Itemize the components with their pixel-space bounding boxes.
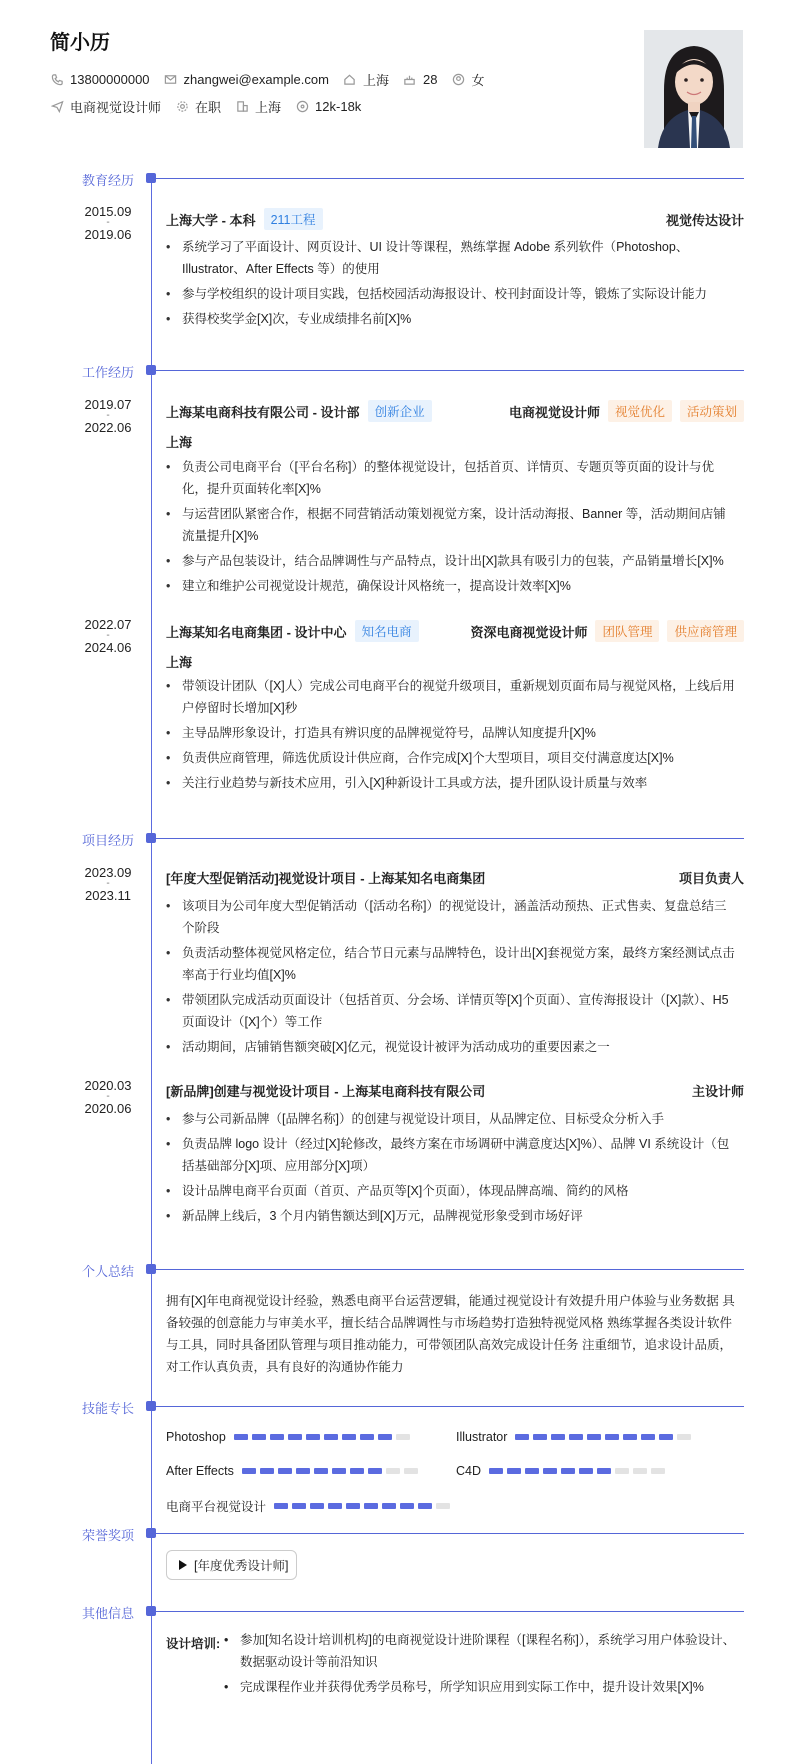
skill-name: Illustrator [456,1430,508,1444]
section-marker [146,173,156,183]
email-item [164,72,329,87]
skill-level-segment [306,1434,320,1440]
skill-level-segment [400,1503,414,1509]
skill-level-segment [396,1434,410,1440]
person-icon [451,73,465,87]
start-date: 2015.09 [84,204,132,219]
list-item: • 主导品牌形象设计，打造具有辨识度的品牌视觉符号，品牌认知度提升[X]% [166,722,738,744]
skill-tag: 视觉优化 [608,400,672,422]
age-item [403,72,437,87]
list-item: • 获得校奖学金[X]次，专业成绩排名前[X]% [166,308,738,330]
skill-level-segment [328,1503,342,1509]
city-item [343,70,389,89]
skill-level-segment [533,1434,547,1440]
mail-icon [164,73,178,87]
project-2-dates [70,1078,146,1116]
section-marker [146,833,156,843]
work-1-header [166,400,744,422]
section-title-skills: 技能专长 [82,1401,135,1416]
skill-level-segment [242,1468,256,1474]
phone-value: 13800000000 [70,72,150,87]
skill-level-segment [288,1434,302,1440]
skill-level-segment [368,1468,382,1474]
skill-level-segment [543,1468,557,1474]
play-icon [179,1560,187,1570]
list-item: • 参与学校组织的设计项目实践，包括校园活动海报设计、校刊封面设计等，锻炼了实际设计能力 [166,283,738,305]
education-dates [70,204,146,242]
section-title-projects: 项目经历 [82,833,135,848]
section-marker [146,1401,156,1411]
skill-level-segment [364,1503,378,1509]
skill-tag: 供应商管理 [667,620,744,642]
salary-value: 12k-18k [315,99,362,114]
section-marker [146,1264,156,1274]
project-1-dates [70,865,146,903]
work-2-city: 上海 [166,655,193,670]
school-tag: 211工程 [264,208,323,230]
phone-icon [50,73,64,87]
company-name: 上海某电商科技有限公司 - 设计部 [166,404,360,420]
skill-level-segment [605,1434,619,1440]
work-1-bullets [166,456,738,600]
school-name: 上海大学 - 本科 [166,212,256,228]
list-item: • 活动期间，店铺销售额突破[X]亿元，视觉设计被评为活动成功的重要因素之一 [166,1036,738,1058]
list-item: • 新品牌上线后，3 个月内销售额达到[X]万元，品牌视觉形象受到市场好评 [166,1205,738,1227]
skill-level-bar [515,1434,695,1440]
list-item: • 参与产品包装设计，结合品牌调性与产品特点，设计出[X]款具有吸引力的包装，产品销量增长[X]% [166,550,738,572]
work-1-dates [70,397,146,435]
date-separator: - [106,878,110,889]
skill-level-segment [278,1468,292,1474]
job-row [50,97,375,116]
skill-level-segment [378,1434,392,1440]
skill-name: C4D [456,1464,482,1478]
project-2-bullets [166,1108,738,1230]
skill-level-segment [360,1434,374,1440]
skill-level-segment [569,1434,583,1440]
skill-level-segment [252,1434,266,1440]
list-item: • 参与公司新品牌（[品牌名称]）的创建与视觉设计项目，从品牌定位、目标受众分析入手 [166,1108,738,1130]
work-2-header [166,620,744,642]
section-divider [156,838,744,839]
cake-icon [403,73,417,87]
job-title-value: 电商视觉设计师 [70,100,162,115]
skill-level-segment [597,1468,611,1474]
section-title-education: 教育经历 [82,173,135,188]
skill-ecommerce-design [166,1497,454,1515]
award-item[interactable] [166,1550,297,1580]
date-separator: - [106,630,110,641]
salary-icon [295,100,309,114]
skill-level-segment [404,1468,418,1474]
date-separator: - [106,217,110,228]
city-value: 上海 [362,73,389,88]
skill-level-segment [342,1434,356,1440]
skill-level-segment [651,1468,665,1474]
list-item: • 设计品牌电商平台页面（首页、产品页等[X]个页面），体现品牌高端、简约的风格 [166,1180,738,1202]
status-item [175,97,221,116]
skill-level-segment [234,1434,248,1440]
skill-level-bar [489,1468,669,1474]
company-tag: 创新企业 [368,400,432,422]
gender-value: 女 [471,73,485,88]
work-city-item [235,97,281,116]
project-title: [新品牌]创建与视觉设计项目 - 上海某电商科技有限公司 [166,1084,486,1099]
skill-level-segment [310,1503,324,1509]
section-divider [156,370,744,371]
work-city-value: 上海 [255,100,282,115]
education-bullets [166,236,738,333]
skill-level-segment [587,1434,601,1440]
skill-level-segment [418,1503,432,1509]
list-item: • 带领团队完成活动页面设计（包括首页、分会场、详情页等[X]个页面）、宣传海报设计（[X]款）、H5 页面设计（[X]个）等工作 [166,989,738,1033]
project-role: 主设计师 [691,1084,744,1099]
section-marker [146,365,156,375]
skill-name: 电商平台视觉设计 [166,1500,267,1514]
major-name: 视觉传达设计 [665,212,744,228]
summary-text: 拥有[X]年电商视觉设计经验，熟悉电商平台运营逻辑，能通过视觉设计有效提升用户体验与业务数据 具备较强的创意能力与审美水平，擅长结合品牌调性与市场趋势打造独特视觉风格 熟练掌握各类设计软件与工具，同时具备团队管理与项目推动能力，可带领团队高效完成设计任务 注重细节，追求设计品质，对工作认真负责，具有良好的沟通协作能力 [166,1294,735,1374]
start-date: 2022.07 [84,617,132,632]
skill-photoshop [166,1430,414,1444]
skill-level-segment [507,1468,521,1474]
gear-icon [175,100,189,114]
skill-level-segment [515,1434,529,1440]
list-item: • 负责品牌 logo 设计（经过[X]轮修改，最终方案在市场调研中满意度达[X]%）、品牌 VI 系统设计（包括基础部分[X]项、应用部分[X]项） [166,1133,738,1177]
skill-level-segment [274,1503,288,1509]
skill-level-segment [561,1468,575,1474]
skill-level-segment [551,1434,565,1440]
list-item: • 负责活动整体视觉风格定位，结合节日元素与品牌特色，设计出[X]套视觉方案，最终方案经测试点击率高于行业均值[X]% [166,942,738,986]
skill-level-segment [350,1468,364,1474]
section-title-honors: 荣誉奖项 [82,1528,135,1543]
skill-level-segment [615,1468,629,1474]
project-role: 项目负责人 [678,871,744,886]
section-divider [156,1406,744,1407]
position-name: 资深电商视觉设计师 [470,624,588,640]
section-divider [156,1269,744,1270]
start-date: 2020.03 [84,1078,132,1093]
end-date: 2022.06 [84,420,132,435]
end-date: 2023.11 [84,888,132,903]
skill-level-segment [382,1503,396,1509]
skill-level-segment [270,1434,284,1440]
status-value: 在职 [195,100,222,115]
skill-level-segment [332,1468,346,1474]
skill-level-segment [623,1434,637,1440]
skill-level-bar [274,1503,454,1509]
section-title-other: 其他信息 [82,1606,135,1621]
position-name: 电商视觉设计师 [508,404,600,420]
skill-name: After Effects [166,1464,234,1478]
project-1-bullets [166,895,738,1061]
list-item: • 负责公司电商平台（[平台名称]）的整体视觉设计，包括首页、详情页、专题页等页面的设计与优化，提升页面转化率[X]% [166,456,738,500]
list-item: • 与运营团队紧密合作，根据不同营销活动策划视觉方案，设计活动海报、Banner 等，活动期间店铺流量提升[X]% [166,503,738,547]
skill-illustrator [456,1430,695,1444]
project-title: [年度大型促销活动]视觉设计项目 - 上海某知名电商集团 [166,871,486,886]
section-divider [156,1533,744,1534]
skill-level-segment [346,1503,360,1509]
section-title-work: 工作经历 [82,365,135,380]
list-item: • 该项目为公司年度大型促销活动（[活动名称]）的视觉设计，涵盖活动预热、正式售卖、复盘总结三个阶段 [166,895,738,939]
salary-item [295,99,361,114]
profile-photo [644,30,743,148]
project-2-header [166,1081,744,1100]
education-entry-header [166,208,744,230]
work-2-bullets [166,675,738,797]
skill-level-segment [633,1468,647,1474]
section-title-summary: 个人总结 [82,1264,135,1279]
list-item: • 完成课程作业并获得优秀学员称号，所学知识应用到实际工作中，提升设计效果[X]% [224,1676,740,1698]
skill-level-segment [260,1468,274,1474]
job-title-item [50,97,161,116]
phone-item [50,72,150,87]
skill-tag: 活动策划 [680,400,744,422]
list-item: • 关注行业趋势与新技术应用，引入[X]种新设计工具或方法，提升团队设计质量与效率 [166,772,738,794]
skill-level-segment [659,1434,673,1440]
other-label: 设计培训: [166,1637,221,1651]
section-divider [156,178,744,179]
list-item: • 带领设计团队（[X]人）完成公司电商平台的视觉升级项目，重新规划页面布局与视觉风格，上线后用户停留时长增加[X]秒 [166,675,738,719]
skill-level-segment [314,1468,328,1474]
skill-level-segment [641,1434,655,1440]
contact-row [50,70,498,89]
company-name: 上海某知名电商集团 - 设计中心 [166,624,347,640]
email-value: zhangwei@example.com [183,72,329,87]
skill-level-bar [234,1434,414,1440]
skill-level-segment [525,1468,539,1474]
list-item: • 建立和维护公司视觉设计规范，确保设计风格统一，提高设计效率[X]% [166,575,738,597]
building-icon [235,100,249,114]
end-date: 2020.06 [84,1101,132,1116]
work-1-city: 上海 [166,435,193,450]
start-date: 2019.07 [84,397,132,412]
company-tag: 知名电商 [355,620,419,642]
skill-level-bar [242,1468,422,1474]
timeline-line [151,174,152,1764]
skill-level-segment [489,1468,503,1474]
list-item: • 参加[知名设计培训机构]的电商视觉设计进阶课程（[课程名称]），系统学习用户体验设计、数据驱动设计等前沿知识 [224,1629,740,1673]
skill-level-segment [324,1434,338,1440]
candidate-name: 简小历 [50,32,110,54]
other-bullets [224,1629,740,1701]
section-marker [146,1528,156,1538]
skill-after-effects [166,1464,422,1478]
skill-level-segment [579,1468,593,1474]
date-separator: - [106,410,110,421]
skill-level-segment [386,1468,400,1474]
skill-name: Photoshop [166,1430,226,1444]
skill-level-segment [677,1434,691,1440]
section-divider [156,1611,744,1612]
skill-c4d [456,1464,669,1478]
section-marker [146,1606,156,1616]
age-value: 28 [422,72,438,87]
list-item: • 负责供应商管理，筛选优质设计供应商，合作完成[X]个大型项目，项目交付满意度达[X]% [166,747,738,769]
date-separator: - [106,1091,110,1102]
award-label: [年度优秀设计师] [194,1559,289,1573]
home-icon [343,73,357,87]
list-item: • 系统学习了平面设计、网页设计、UI 设计等课程，熟练掌握 Adobe 系列软件（Photoshop、Illustrator、After Effects 等）的使用 [166,236,738,280]
work-2-dates [70,617,146,655]
send-icon [50,100,64,114]
end-date: 2019.06 [84,227,132,242]
skill-tag: 团队管理 [595,620,659,642]
project-1-header [166,868,744,887]
skill-level-segment [296,1468,310,1474]
end-date: 2024.06 [84,640,132,655]
gender-item [451,70,484,89]
resume-header [0,0,794,160]
start-date: 2023.09 [84,865,132,880]
skill-level-segment [436,1503,450,1509]
skill-level-segment [292,1503,306,1509]
